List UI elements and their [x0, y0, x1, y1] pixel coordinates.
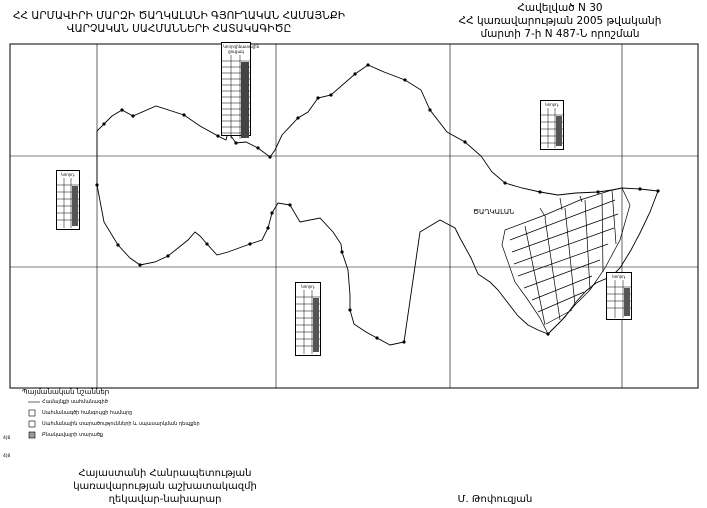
coordinate-table-left: [56, 170, 80, 230]
coordinate-grid: [10, 44, 698, 388]
coordinate-table-top-center: [221, 42, 260, 136]
legend-item-boundary: Համայնքի սահմանագիծ: [42, 399, 108, 405]
map-title-line2: ՎԱՐՉԱԿԱՆ ՍԱՀՄԱՆՆԵՐԻ ՀԱՏԱԿԱԳԻԾԸ: [66, 23, 292, 35]
coordinate-table-heading: Կոորդինատային ցուցակ: [223, 44, 260, 54]
margin-label-bottom: 4|8: [3, 454, 11, 459]
coordinate-table-heading: Կոորդ.: [611, 274, 627, 279]
margin-label-top: 4|8: [3, 436, 11, 441]
legend: [22, 388, 202, 438]
coordinate-table-right-top: [540, 100, 564, 150]
table-grid-lines: [222, 55, 250, 139]
signatory-name: Մ. Թոփուզյան: [457, 494, 533, 505]
legend-title: Պայմանական նշաններ: [22, 388, 110, 396]
map-title-line1: ՀՀ ԱՐՄԱՎԻՐԻ ՄԱՐԶԻ ԾԱՂԿԱԼԱՆԻ ԳՅՈՒՂԱԿԱՆ ՀԱՄԱՅՆՔԻ: [12, 10, 346, 22]
community-boundary: [97, 65, 658, 345]
legend-item-settlement: Բնակավայրի տարածք: [42, 432, 104, 438]
map-frame: [10, 44, 698, 388]
appendix-government-line: ՀՀ կառավարության 2005 թվականի: [458, 15, 662, 27]
signatory-title: [40, 467, 290, 506]
settlement-label: ԾԱՂԿԱԼԱՆ: [473, 208, 515, 216]
legend-item-service-areas: Սահմանային տարածությունների և սպասարկման դեպքեր: [42, 421, 200, 427]
signatory-title-line1: Հայաստանի Հանրապետության: [78, 468, 252, 479]
table-grid-lines: [57, 178, 79, 228]
appendix-decision-line: մարտի 7-ի N 487-Ն որոշման: [480, 28, 640, 40]
coordinate-table-heading: Կոորդ.: [544, 102, 560, 107]
legend-item-node: Սահմանագծի հանգույցի համարը: [42, 410, 133, 416]
table-grid-lines: [607, 280, 631, 318]
signatory-title-line3: ղեկավար-նախարար: [108, 494, 222, 505]
coordinate-table-heading: Կոորդ.: [60, 172, 76, 177]
table-grid-lines: [541, 108, 563, 148]
appendix-number: Հավելված N 30: [517, 2, 603, 14]
table-grid-lines: [296, 290, 320, 354]
signatory-title-line2: կառավարության աշխատակազմի: [73, 481, 257, 492]
coordinate-table-right-bottom: [606, 272, 632, 320]
coordinate-table-bottom-center: [295, 282, 321, 356]
legend-symbols: [28, 402, 40, 438]
coordinate-table-heading: Կոորդ.: [300, 284, 316, 289]
